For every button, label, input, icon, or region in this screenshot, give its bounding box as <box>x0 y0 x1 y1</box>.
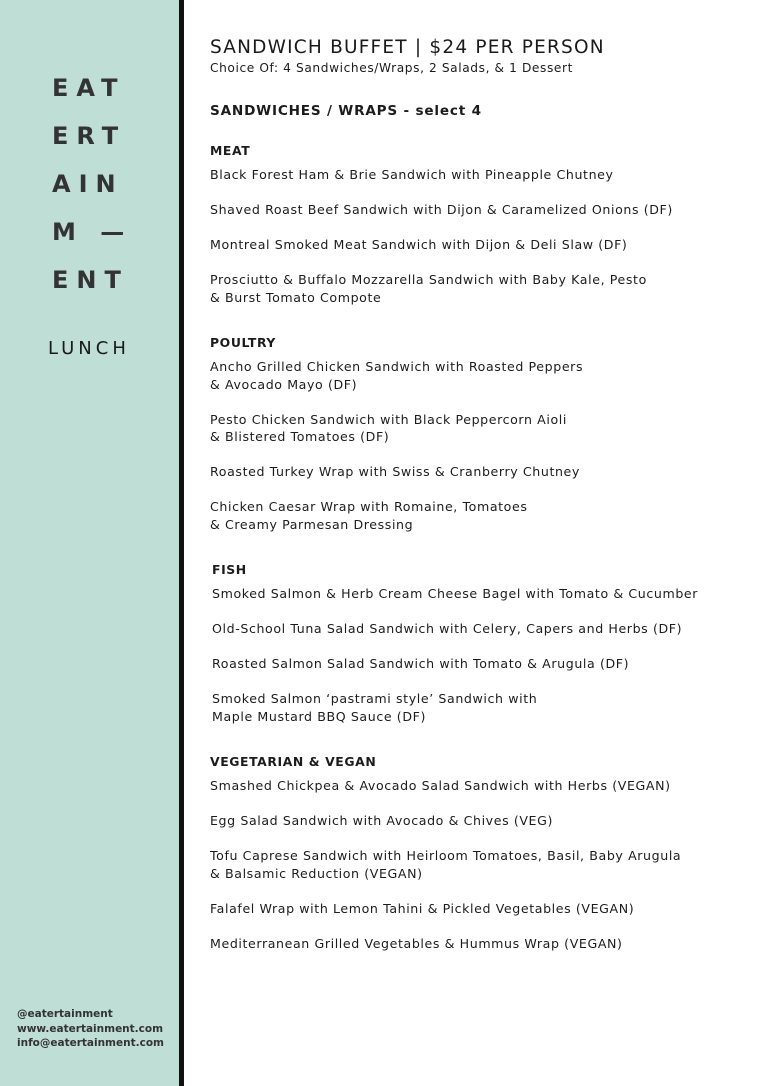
menu-item: Old-School Tuna Salad Sandwich with Celery, Capers and Herbs (DF) <box>212 621 683 636</box>
menu-item: Egg Salad Sandwich with Avocado & Chives (VEG) <box>210 813 553 828</box>
menu-item: Mediterranean Grilled Vegetables & Hummus Wrap (VEGAN) <box>210 935 623 951</box>
page-title: SANDWICH BUFFET | $24 PER PERSON <box>210 37 605 58</box>
logo-line: AIN <box>52 170 124 198</box>
logo-line: EAT <box>52 74 126 102</box>
vertical-divider <box>179 0 184 1086</box>
menu-item: Ancho Grilled Chicken Sandwich with Roasted Peppers & Avocado Mayo (DF) <box>210 359 584 392</box>
menu-item: Smoked Salmon & Herb Cream Cheese Bagel with Tomato & Cucumber <box>212 586 699 601</box>
fish-group <box>210 562 755 725</box>
menu-item: Shaved Roast Beef Sandwich with Dijon & Caramelized Onions (DF) <box>210 202 673 217</box>
email-link[interactable]: info@eatertainment.com <box>17 1037 164 1049</box>
menu-item: Smashed Chickpea & Avocado Salad Sandwich with Herbs (VEGAN) <box>210 778 671 793</box>
category-meat: MEAT <box>210 143 251 158</box>
menu-item: Tofu Caprese Sandwich with Heirloom Tomatoes, Basil, Baby Arugula & Balsamic Reduction (VEGAN) <box>210 848 682 881</box>
menu-content <box>210 36 755 952</box>
logo-line: ENT <box>52 266 129 294</box>
menu-item: Black Forest Ham & Brie Sandwich with Pineapple Chutney <box>210 167 614 182</box>
menu-item: Roasted Turkey Wrap with Swiss & Cranberry Chutney <box>210 464 580 479</box>
category-vegetarian-vegan: VEGETARIAN & VEGAN <box>210 754 377 769</box>
menu-item: Roasted Salmon Salad Sandwich with Tomato & Arugula (DF) <box>212 656 630 671</box>
menu-item: Chicken Caesar Wrap with Romaine, Tomatoes & Creamy Parmesan Dressing <box>210 499 528 532</box>
eatertainment-logo <box>52 72 162 312</box>
menu-item: Prosciutto & Buffalo Mozzarella Sandwich with Baby Kale, Pesto & Burst Tomato Compote <box>210 272 647 305</box>
social-handle: @eatertainment <box>17 1008 113 1020</box>
page-subtitle: Choice Of: 4 Sandwiches/Wraps, 2 Salads, & 1 Dessert <box>210 61 574 75</box>
category-poultry: POULTRY <box>210 335 277 350</box>
menu-item: Montreal Smoked Meat Sandwich with Dijon & Deli Slaw (DF) <box>210 237 628 252</box>
category-fish: FISH <box>212 562 247 577</box>
sidebar <box>0 0 179 1086</box>
logo-line: M — <box>52 218 133 246</box>
logo-line: ERT <box>52 122 127 150</box>
contact-info <box>17 1007 164 1051</box>
menu-item: Pesto Chicken Sandwich with Black Peppercorn Aioli & Blistered Tomatoes (DF) <box>210 411 567 444</box>
website-link[interactable]: www.eatertainment.com <box>17 1022 164 1035</box>
menu-item: Falafel Wrap with Lemon Tahini & Pickled Vegetables (VEGAN) <box>210 900 635 916</box>
section-heading: SANDWICHES / WRAPS - select 4 <box>210 103 482 119</box>
meal-label: LUNCH <box>48 338 130 359</box>
menu-item: Smoked Salmon ‘pastrami style’ Sandwich with Maple Mustard BBQ Sauce (DF) <box>212 691 538 724</box>
